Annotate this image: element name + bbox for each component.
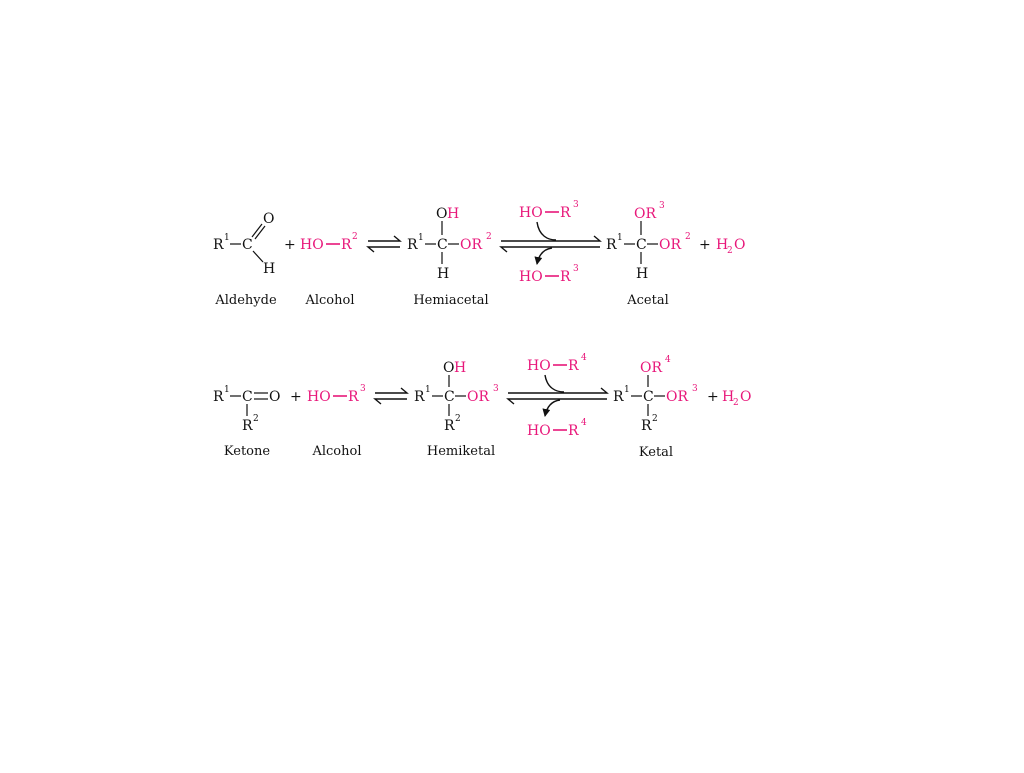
- ketal-or-top: OR: [640, 360, 663, 376]
- acetal-r-superscript: 1: [617, 233, 623, 243]
- ketal-caption: Ketal: [638, 445, 674, 460]
- plus-sign: +: [707, 389, 719, 405]
- acetal-or-top: OR: [634, 206, 657, 222]
- ketal-r2-superscript: 2: [652, 414, 658, 424]
- ketal-or: OR: [666, 389, 689, 405]
- plus-sign: +: [699, 237, 711, 253]
- hemiketal-r2-superscript: 2: [455, 414, 461, 424]
- ketal-r: R: [613, 389, 624, 405]
- hemiacetal-oh-o: O: [436, 206, 448, 222]
- ketal-carbon: C: [643, 389, 654, 405]
- hemiketal-r2: R: [444, 418, 455, 434]
- hemiacetal-or: OR: [460, 237, 483, 253]
- hemiacetal-r: R: [407, 237, 418, 253]
- outgoing-curved-arrow: [545, 400, 560, 416]
- ketal-or-superscript: 3: [692, 384, 698, 394]
- hemiacetal-carbon: C: [437, 237, 448, 253]
- hemiketal-structure: [414, 360, 499, 459]
- hemiacetal-caption: Hemiacetal: [413, 293, 489, 308]
- equilibrium-arrow: [375, 388, 407, 404]
- reagent-bottom-r-superscript: 3: [573, 264, 579, 274]
- alcohol-r2-structure: [300, 232, 358, 308]
- aldehyde-carbon: C: [242, 237, 253, 253]
- alcohol-ho: HO: [307, 389, 331, 405]
- forward-half-arrow: [375, 388, 407, 393]
- ketal-r2: R: [641, 418, 652, 434]
- alcohol-r3-structure: [307, 384, 366, 459]
- alcohol-r: R: [341, 237, 352, 253]
- reagent-bottom-r4: [527, 418, 587, 439]
- aldehyde-double-bond-a: [252, 224, 262, 237]
- incoming-curved-arrow: [537, 222, 556, 240]
- acetal-hydrogen: H: [636, 266, 649, 282]
- reverse-half-arrow: [375, 399, 407, 404]
- aldehyde-bond-c-h: [253, 251, 263, 262]
- water-h: H: [722, 389, 735, 405]
- reagent-bottom-r3: [519, 264, 579, 285]
- water-subscript: 2: [733, 398, 739, 408]
- hemiacetal-oh-h: H: [447, 206, 460, 222]
- incoming-curved-arrow: [545, 375, 564, 392]
- plus-sign: +: [284, 237, 296, 253]
- long-equilibrium-arrow: [501, 222, 600, 264]
- hemiacetal-structure: [407, 206, 492, 308]
- reagent-bottom-ho: HO: [519, 269, 543, 285]
- acetal-r: R: [606, 237, 617, 253]
- ketal-r-superscript: 1: [624, 385, 630, 395]
- plus-sign: +: [290, 389, 302, 405]
- acetal-carbon: C: [636, 237, 647, 253]
- hemiacetal-r-superscript: 1: [418, 233, 424, 243]
- alcohol-r: R: [348, 389, 359, 405]
- ketal-or-top-superscript: 4: [665, 355, 671, 365]
- alcohol-caption: Alcohol: [312, 444, 362, 459]
- long-reverse-half-arrow: [508, 399, 607, 404]
- aldehyde-r: R: [213, 237, 224, 253]
- outgoing-curved-arrow: [537, 248, 552, 264]
- hemiketal-carbon: C: [444, 389, 455, 405]
- aldehyde-caption: Aldehyde: [215, 293, 277, 308]
- ketone-r: R: [213, 389, 224, 405]
- acetal-structure: [606, 201, 691, 308]
- hemiketal-oh-h: H: [454, 360, 467, 376]
- hemiacetal-hydrogen: H: [437, 266, 450, 282]
- alcohol-r-superscript: 2: [352, 232, 358, 242]
- reagent-top-r4: [527, 353, 587, 374]
- hemiketal-r: R: [414, 389, 425, 405]
- reagent-top-ho: HO: [527, 358, 551, 374]
- ketone-r2-superscript: 2: [253, 414, 259, 424]
- reagent-top-r: R: [560, 205, 571, 221]
- hemiketal-r-superscript: 1: [425, 385, 431, 395]
- hemiacetal-or-superscript: 2: [486, 232, 492, 242]
- equilibrium-arrow: [368, 236, 400, 252]
- ketone-r-superscript: 1: [224, 385, 230, 395]
- water-o: O: [734, 237, 746, 253]
- hemiketal-caption: Hemiketal: [426, 444, 496, 459]
- acetal-caption: Acetal: [627, 293, 669, 308]
- reagent-top-r-superscript: 3: [573, 200, 579, 210]
- ketone-structure: [213, 385, 280, 459]
- water-h: H: [716, 237, 729, 253]
- reagent-bottom-r-superscript: 4: [581, 418, 587, 428]
- reagent-top-ho: HO: [519, 205, 543, 221]
- reagent-top-r: R: [568, 358, 579, 374]
- reagent-bottom-r: R: [560, 269, 571, 285]
- hemiketal-oh-o: O: [443, 360, 455, 376]
- ketone-r2: R: [242, 418, 253, 434]
- hemiketal-or: OR: [467, 389, 490, 405]
- aldehyde-oxygen: O: [263, 211, 275, 227]
- ketone-carbon: C: [242, 389, 253, 405]
- aldehyde-hydrogen: H: [263, 261, 276, 277]
- acetal-or: OR: [659, 237, 682, 253]
- long-forward-half-arrow: [501, 236, 600, 241]
- water-o: O: [740, 389, 752, 405]
- reagent-bottom-ho: HO: [527, 423, 551, 439]
- row-ketone-ketal: [213, 353, 751, 460]
- alcohol-ho: HO: [300, 237, 324, 253]
- hemiketal-or-superscript: 3: [493, 384, 499, 394]
- reagent-top-r-superscript: 4: [581, 353, 587, 363]
- ketone-oxygen: O: [269, 389, 281, 405]
- water-product: [716, 237, 745, 256]
- forward-half-arrow: [368, 236, 400, 241]
- reagent-top-r3: [519, 200, 579, 221]
- alcohol-r-superscript: 3: [360, 384, 366, 394]
- ketal-structure: [613, 355, 698, 460]
- reverse-half-arrow: [368, 247, 400, 252]
- water-subscript: 2: [727, 246, 733, 256]
- aldehyde-structure: [213, 211, 277, 308]
- alcohol-caption: Alcohol: [305, 293, 355, 308]
- water-product: [722, 389, 751, 408]
- ketone-caption: Ketone: [223, 444, 271, 459]
- reagent-bottom-r: R: [568, 423, 579, 439]
- acetal-or-top-superscript: 3: [659, 201, 665, 211]
- acetal-or-superscript: 2: [685, 232, 691, 242]
- aldehyde-r-superscript: 1: [224, 233, 230, 243]
- aldehyde-double-bond-b: [255, 226, 265, 239]
- long-equilibrium-arrow: [508, 375, 607, 416]
- row-aldehyde-acetal: [213, 200, 745, 308]
